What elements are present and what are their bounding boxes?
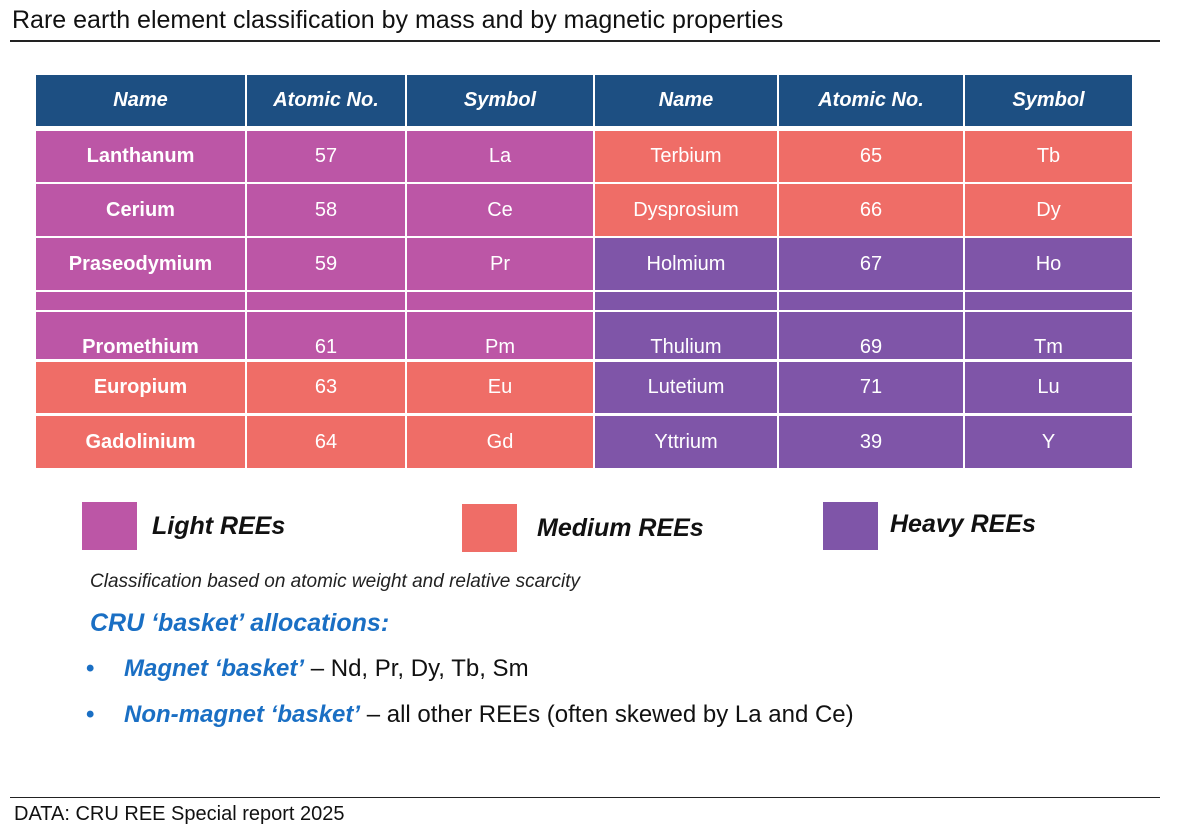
cell-right-name: [595, 131, 777, 182]
cru-basket-heading: CRU ‘basket’ allocations:: [90, 609, 390, 637]
cell-left-symbol: [407, 238, 593, 290]
cell-left-name-text: Promethium: [82, 336, 199, 358]
cell-left-atomic-no-text: 61: [314, 336, 338, 358]
cell-left-atomic-no: [247, 292, 405, 310]
cell-right-name-text: Yttrium: [654, 430, 718, 453]
non-magnet-basket-text: – all other REEs (often skewed by La and Ce): [360, 701, 854, 728]
header-atomic-no-text: Atomic No.: [273, 89, 379, 111]
header-name-text: Name: [658, 89, 714, 111]
header-atomic-no-text: Atomic No.: [818, 89, 924, 111]
magnet-basket-key: Magnet ‘basket’: [124, 655, 305, 682]
cell-right-atomic-no: [779, 362, 963, 413]
cell-right-atomic-no-text: 71: [859, 376, 883, 398]
header-atomic-no: [247, 75, 405, 126]
footer-rule: [10, 797, 1160, 798]
cell-left-atomic-no: [247, 238, 405, 290]
cell-left-symbol-text: Ce: [487, 198, 513, 221]
cell-right-symbol-text: Lu: [1037, 376, 1060, 398]
cell-left-symbol: [407, 362, 593, 413]
header-name: [36, 75, 245, 126]
medium-ree-swatch: [462, 504, 517, 552]
cell-right-atomic-no-text: 66: [859, 198, 883, 221]
cell-right-symbol: [965, 131, 1132, 182]
cell-right-atomic-no: [779, 238, 963, 290]
cell-left-name: [36, 362, 245, 413]
medium-ree-label: Medium REEs: [537, 514, 704, 542]
cell-left-symbol: [407, 292, 593, 310]
cell-right-symbol: [965, 362, 1132, 413]
bullet-marker: •: [86, 701, 95, 728]
cell-left-atomic-no: [247, 184, 405, 236]
data-source: DATA: CRU REE Special report 2025: [14, 803, 345, 825]
classification-note: Classification based on atomic weight and relative scarcity: [90, 571, 581, 592]
cell-right-name-text: Thulium: [650, 336, 722, 358]
cell-right-atomic-no: [779, 312, 963, 359]
cell-right-symbol-text: Tm: [1034, 336, 1063, 358]
cell-right-symbol: [965, 292, 1132, 310]
cell-left-atomic-no-text: 64: [314, 430, 338, 453]
cell-left-atomic-no: [247, 312, 405, 359]
cell-left-symbol: [407, 184, 593, 236]
header-name-text: Name: [113, 89, 168, 111]
light-ree-swatch: [82, 502, 137, 550]
header-name: [595, 75, 777, 126]
cell-left-name-text: Cerium: [106, 198, 175, 221]
cell-left-symbol: [407, 416, 593, 468]
cell-left-name: [36, 292, 245, 310]
cell-left-name: [36, 131, 245, 182]
cell-right-atomic-no-text: 39: [859, 430, 883, 453]
cell-left-atomic-no: [247, 131, 405, 182]
cell-right-symbol-text: Ho: [1035, 252, 1062, 275]
cell-left-atomic-no-text: 59: [314, 252, 338, 275]
cell-left-symbol-text: Pm: [485, 336, 515, 358]
title-rule: [10, 40, 1160, 42]
cell-left-name: [36, 238, 245, 290]
cell-left-symbol-text: Eu: [487, 376, 513, 398]
cell-right-name: [595, 362, 777, 413]
cell-left-atomic-no: [247, 362, 405, 413]
cell-right-atomic-no: [779, 131, 963, 182]
cell-left-name-text: Europium: [93, 376, 188, 398]
cell-right-name: [595, 312, 777, 359]
cell-left-name-text: Gadolinium: [85, 430, 196, 453]
header-symbol: [407, 75, 593, 126]
cell-right-name-text: Terbium: [650, 145, 722, 167]
cell-left-name: [36, 416, 245, 468]
cell-right-name-text: Dysprosium: [633, 198, 739, 221]
cell-left-atomic-no-text: 63: [314, 376, 338, 398]
ree-classification-table: [36, 75, 1132, 468]
cell-right-atomic-no-text: 65: [859, 145, 883, 167]
header-symbol-text: Symbol: [1012, 89, 1085, 111]
cell-left-name-text: Lanthanum: [86, 145, 195, 167]
cell-left-name: [36, 184, 245, 236]
cell-right-name: [595, 292, 777, 310]
cell-right-symbol-text: Tb: [1036, 145, 1061, 167]
cell-right-symbol: [965, 238, 1132, 290]
cell-left-atomic-no-text: 57: [314, 145, 338, 167]
cell-right-symbol: [965, 416, 1132, 468]
cell-right-name: [595, 184, 777, 236]
cell-right-atomic-no-text: 67: [859, 252, 883, 275]
bullet-marker: •: [86, 655, 95, 682]
cell-right-name-text: Holmium: [646, 252, 726, 275]
magnet-basket-bullet: [86, 655, 529, 683]
non-magnet-basket-key: Non-magnet ‘basket’: [124, 701, 361, 728]
cell-right-symbol-text: Dy: [1036, 198, 1061, 221]
cell-right-symbol-text: Y: [1041, 430, 1056, 453]
header-symbol-text: Symbol: [463, 89, 537, 111]
cell-left-name-text: Praseodymium: [68, 252, 213, 275]
cell-left-symbol: [407, 312, 593, 359]
cell-left-symbol-text: Pr: [490, 252, 510, 275]
cell-right-atomic-no: [779, 416, 963, 468]
cell-right-name-text: Lutetium: [647, 376, 725, 398]
cell-left-atomic-no: [247, 416, 405, 468]
cell-left-name: [36, 312, 245, 359]
cell-right-symbol: [965, 312, 1132, 359]
cell-left-symbol: [407, 131, 593, 182]
non-magnet-basket-bullet: [86, 701, 854, 729]
cell-right-symbol: [965, 184, 1132, 236]
heavy-ree-label: Heavy REEs: [890, 510, 1036, 538]
magnet-basket-text: – Nd, Pr, Dy, Tb, Sm: [304, 655, 529, 682]
cell-right-name: [595, 238, 777, 290]
cell-left-atomic-no-text: 58: [314, 198, 338, 221]
cell-right-atomic-no: [779, 292, 963, 310]
cell-right-name: [595, 416, 777, 468]
cell-right-atomic-no: [779, 184, 963, 236]
heavy-ree-swatch: [823, 502, 878, 550]
header-atomic-no: [779, 75, 963, 126]
light-ree-label: Light REEs: [152, 512, 286, 540]
header-symbol: [965, 75, 1132, 126]
page-title: Rare earth element classification by mass and by magnetic properties: [12, 6, 784, 34]
cell-right-atomic-no-text: 69: [859, 336, 883, 358]
cell-left-symbol-text: Gd: [486, 430, 514, 453]
cell-left-symbol-text: La: [488, 145, 512, 167]
